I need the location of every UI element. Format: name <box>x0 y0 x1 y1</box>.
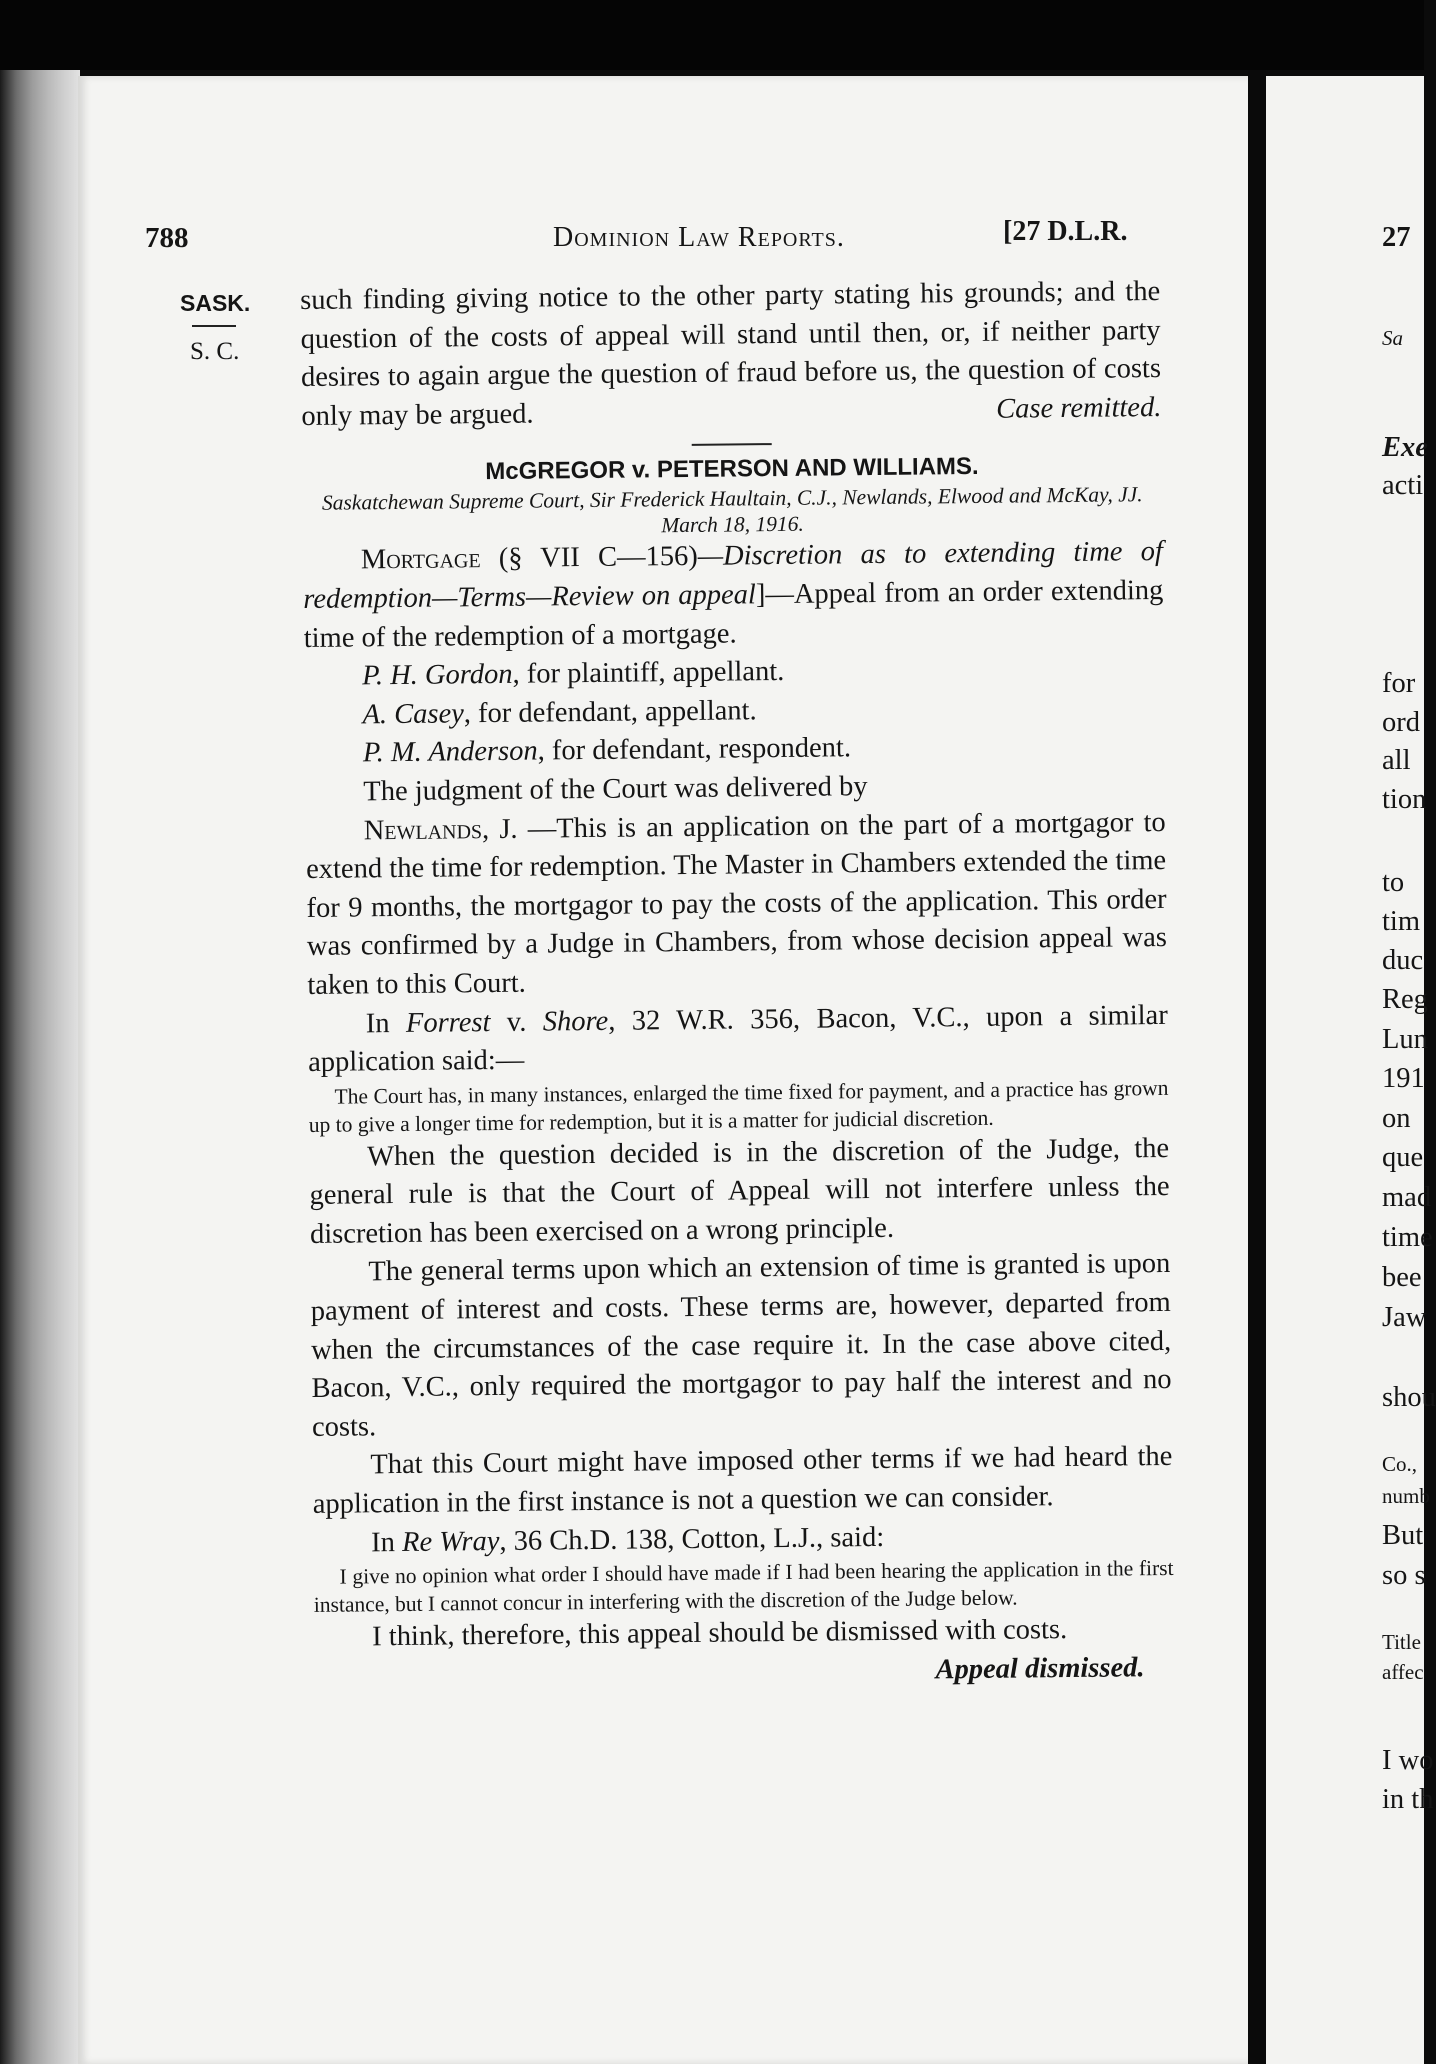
case-remitted: Case remitted. <box>996 391 1162 425</box>
counsel-line: P. M. Anderson, for defendant, respondent. <box>362 732 852 769</box>
right-page-fragment-line: But <box>1382 1520 1424 1551</box>
right-page-fragment-line: on <box>1382 1103 1411 1134</box>
right-page-fragment-line: time <box>1382 1222 1433 1253</box>
book-gutter <box>1248 70 1266 2064</box>
right-page-fragment-line: Reg <box>1382 984 1428 1015</box>
right-page-fragment-line: all <box>1382 745 1411 776</box>
right-page-fragment-line: que <box>1382 1142 1424 1173</box>
right-page-fragment-line: affec <box>1382 1660 1424 1684</box>
case-title: McGREGOR v. PETERSON AND WILLIAMS. <box>485 453 979 486</box>
paragraph-court: That this Court might have imposed other terms if we had heard the application in the first instance is not a question we can consider. <box>312 1441 1173 1520</box>
citation-forrest: In Forrest v. Shore, 32 W.R. 356, Bacon, V.C., upon a similar application said:— <box>308 999 1168 1079</box>
section-rule <box>692 443 772 446</box>
paragraph-discretion: When the question decided is in the discretion of the Judge, the general rule is that the Court of Appeal will not interfere unless the discretion has been exercised on a wrong principle. <box>309 1132 1170 1250</box>
right-page-fragment-line: tion <box>1382 784 1427 815</box>
right-page-fragment-line: Lun <box>1382 1024 1428 1055</box>
citation-re-wray: In Re Wray, 36 Ch.D. 138, Cotton, L.J., said: <box>371 1521 885 1558</box>
block-quote: The Court has, in many instances, enlarged the time fixed for payment, and a practice has grown up to give a longer time for redemption, but it is a matter for judicial discretion. <box>308 1075 1169 1137</box>
right-page-fragment-line: for <box>1382 668 1416 699</box>
opening-paragraph: such finding giving notice to the other party stating his grounds; and the question of the costs of appeal will stand until then, or, if neither party desires to again argue the question of fraud before us, the question of costs only may be argued. Case remitted. <box>300 275 1162 432</box>
paragraph-terms: The general terms upon which an extension of time is granted is upon payment of interest and costs. These terms are, however, departed from when the circumstances of the case require it. In the case above cited, Bacon, V.C., only required the mortgagor to pay half the interest and no costs. <box>310 1248 1172 1443</box>
right-page-fragment-line: Sa <box>1382 326 1403 350</box>
right-page-fragment-line: tim <box>1382 906 1421 937</box>
side-note-court: S. C. <box>190 338 240 365</box>
side-note-rule <box>192 325 236 327</box>
counsel-line: A. Casey, for defendant, appellant. <box>362 694 757 731</box>
right-page-fragment-line: Jaw <box>1382 1302 1427 1333</box>
right-page-fragment-line: Exe <box>1382 432 1428 463</box>
right-page-fragment-line: 27 <box>1382 222 1411 253</box>
counsel-line: P. H. Gordon, for plaintiff, appellant. <box>361 656 785 692</box>
right-page-fragment-line: ord <box>1382 707 1420 738</box>
right-page-fragment-line: acti <box>1382 470 1424 501</box>
right-page-fragment-line: Co., <box>1382 1452 1418 1476</box>
page-body <box>300 273 1175 1696</box>
right-page-fragment-line: 191 <box>1382 1063 1425 1094</box>
scan-top-border <box>0 0 1424 70</box>
court-line: Saskatchewan Supreme Court, Sir Frederick Haultain, C.J., Newlands, Elwood and McKay, JJ. March 18, 1916. <box>321 482 1143 538</box>
right-page-fragment-line: mad <box>1382 1182 1432 1213</box>
running-head: Dominion Law Reports. <box>553 222 845 253</box>
side-note-province: SASK. <box>180 290 251 316</box>
right-page-fragment-line: duc <box>1382 945 1424 976</box>
page-number: 788 <box>145 222 189 254</box>
judge-name: Newlands, J. <box>363 813 518 846</box>
right-page-fragment-line: numb <box>1382 1484 1430 1508</box>
right-page-fragment-line: in th <box>1382 1784 1434 1815</box>
conclusion: I think, therefore, this appeal should be dismissed with costs. <box>372 1614 1068 1653</box>
block-quote: I give no opinion what order I should have made if I had been hearing the application in the first instance, but I cannot concur in interfering with the discretion of the Judge below. <box>313 1556 1174 1618</box>
page-edge-shadow <box>0 70 80 2064</box>
headnote: Mortgage (§ VII C—156)—Discretion as to extending time of redemption—Terms—Review on appeal]—Appeal from an order extending time of the redemption of a mortgage. <box>303 536 1164 654</box>
judgment-paragraph: Newlands, J. —This is an application on the part of a mortgagor to extend the time for redemption. The Master in Chambers extended the time for 9 months, the mortgagor to pay the costs of the application. This order was confirmed by a Judge in Chambers, from whose decision appeal was taken to this Court. <box>305 806 1168 1001</box>
right-page-fragment-line: bee <box>1382 1262 1422 1293</box>
right-page-fragment-line: shou <box>1382 1382 1436 1413</box>
volume-label: [27 D.L.R. <box>1003 216 1128 247</box>
right-page-fragment-line: I wo <box>1382 1745 1434 1776</box>
right-page-fragment <box>1266 76 1436 2064</box>
right-page-fragment-line: Title <box>1382 1630 1421 1654</box>
disposition: Appeal dismissed. <box>935 1652 1145 1686</box>
right-page-fragment-line: to <box>1382 867 1405 898</box>
delivered-by: The judgment of the Court was delivered by <box>363 771 868 808</box>
right-page-fragment-line: so s <box>1382 1560 1426 1591</box>
